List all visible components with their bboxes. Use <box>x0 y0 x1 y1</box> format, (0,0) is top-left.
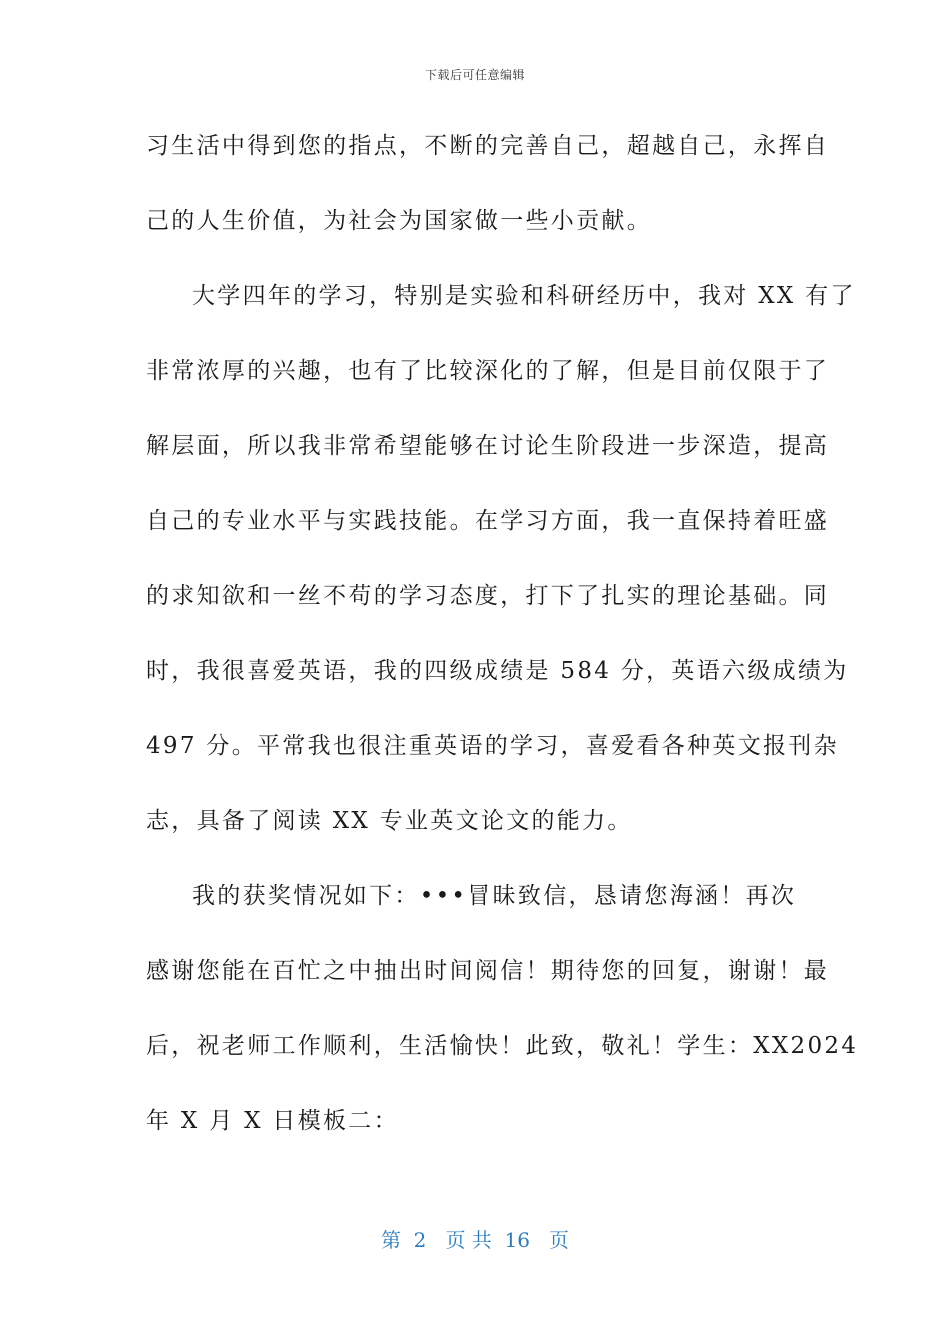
text-line: 497 分。平常我也很注重英语的学习，喜爱看各种英文报刊杂 <box>146 733 839 759</box>
text-line: 自己的专业水平与实践技能。在学习方面，我一直保持着旺盛 <box>146 508 830 534</box>
text-line: 习生活中得到您的指点，不断的完善自己，超越自己，永挥自 <box>146 133 830 159</box>
text-line: 志，具备了阅读 XX 专业英文论文的能力。 <box>146 808 633 834</box>
page-header: 下载后可任意编辑 <box>424 68 525 82</box>
text-line: 年 X 月 X 日模板二： <box>146 1108 399 1134</box>
paragraph-start-line: 大学四年的学习，特别是实验和科研经历中，我对 XX 有了 <box>192 283 856 309</box>
document-body <box>146 124 859 1174</box>
paragraph-start-line: 我的获奖情况如下：•••冒昧致信，恳请您海涵！再次 <box>192 883 797 909</box>
text-line: 的求知欲和一丝不苟的学习态度，打下了扎实的理论基础。同 <box>146 583 830 609</box>
text-line: 后，祝老师工作顺利，生活愉快！此致，敬礼！学生：XX2024 <box>146 1033 859 1059</box>
page-number-footer: 第 2 页 共 16 页 <box>380 1228 570 1252</box>
text-line: 己的人生价值，为社会为国家做一些小贡献。 <box>146 208 652 234</box>
text-line: 解层面，所以我非常希望能够在讨论生阶段进一步深造，提高 <box>146 433 830 459</box>
text-line: 时，我很喜爱英语，我的四级成绩是 584 分，英语六级成绩为 <box>146 658 849 684</box>
text-line: 感谢您能在百忙之中抽出时间阅信！期待您的回复，谢谢！最 <box>146 958 830 984</box>
text-line: 非常浓厚的兴趣，也有了比较深化的了解，但是目前仅限于了 <box>146 358 830 384</box>
